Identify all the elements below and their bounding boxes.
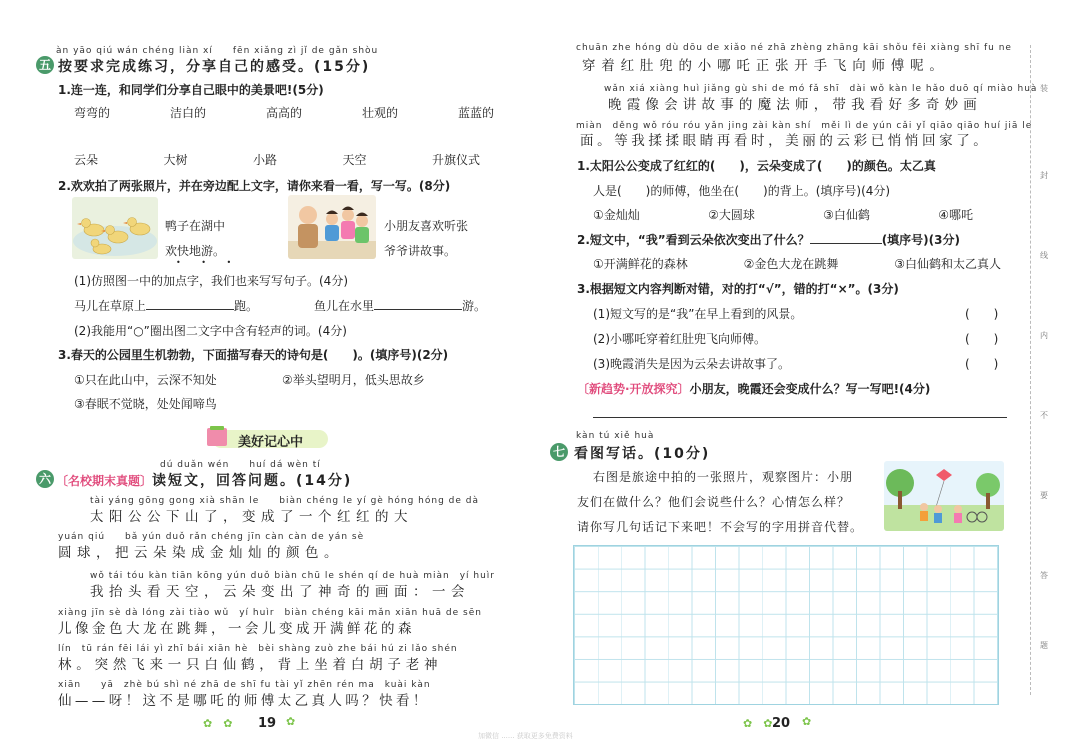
photo1-caption-line2: 欢快地游。: [165, 244, 226, 258]
passage-pinyin: xiàng jīn sè dà lóng zài tiào wǔ yí huìr biàn chéng kāi mǎn xiān huā de sēn: [58, 608, 482, 618]
match-word[interactable]: 洁白的: [169, 106, 206, 120]
match-word[interactable]: 高高的: [265, 106, 302, 120]
passage-line: 我抬头看天空，云朵变出了神奇的画面：一会: [90, 584, 470, 600]
match-row-adjectives: [74, 104, 494, 121]
ducks-illustration: [72, 197, 158, 259]
q5-2-2: (2)我能用“○”圈出图二文字中含有轻声的词。(4分): [74, 324, 347, 338]
sec5-title: 按要求完成练习，分享自己的感受。(15分): [58, 59, 371, 75]
sprout-icon: ✿: [286, 715, 296, 728]
writing-grid[interactable]: [573, 545, 999, 705]
sec7-prompt-line2: 友们在做什么？他们会说些什么？心情怎么样？: [577, 495, 851, 509]
q6-1-line1: 1.太阳公公变成了红红的( )，云朵变成了( )的颜色。太乙真: [577, 159, 936, 173]
page-number: 20: [772, 716, 791, 731]
option: ③白仙鹤和太乙真人: [894, 257, 1001, 271]
q6-4: [577, 380, 930, 397]
passage-pinyin: tài yáng gōng gong xià shān le biàn chéng le yí gè hóng hóng de dà: [90, 496, 480, 506]
passage-pinyin: wǎn xiá xiàng huì jiǎng gù shi de mó fǎ shī dài wǒ kàn le hǎo duō qí miào huà: [604, 84, 1038, 94]
park-scene-illustration: [884, 461, 1004, 531]
option: ①金灿灿: [593, 208, 640, 222]
binding-char: 题: [1040, 641, 1048, 650]
passage-line: 太阳公公下山了，变成了一个红红的大: [90, 509, 413, 525]
fill-suffix: 跑。: [234, 299, 259, 313]
passage-pinyin: miàn děng wǒ róu róu yǎn jing zài kàn shí měi lì de yún cǎi yǐ qiāo qiāo huí jiā le: [576, 121, 1033, 131]
sec6-pinyin: dú duǎn wén huí dá wèn tí: [160, 460, 321, 470]
match-word[interactable]: 小路: [252, 153, 277, 167]
passage-pinyin: chuān zhe hóng dù dōu de xiǎo né zhā zhèng zhāng kāi shǒu fēi xiàng shī fu ne: [576, 43, 1012, 53]
answer-blank[interactable]: [374, 297, 462, 310]
binding-char: 封: [1040, 171, 1048, 180]
watermark: 加微信 ...... 获取更多免费资料: [478, 732, 573, 740]
match-word[interactable]: 云朵: [74, 153, 99, 167]
binding-line: [1030, 45, 1032, 695]
binding-char: 线: [1040, 251, 1048, 260]
sprout-icon: ✿: [802, 715, 812, 728]
binding-char: 答: [1040, 571, 1048, 580]
banner-title: 美好记心中: [238, 435, 304, 450]
passage-line: 穿着红肚兜的小哪吒正张开手飞向师傅呢。: [582, 58, 949, 74]
judge-item: (3)晚霞消失是因为云朵去讲故事了。: [593, 357, 790, 371]
passage-pinyin: lín tū rán fēi lái yì zhī bái xiān hè bèi shàng zuò zhe bái hú zi lǎo shén: [58, 644, 458, 654]
q6-2-tail: (填序号)(3分): [881, 233, 960, 247]
option: ①开满鲜花的森林: [593, 257, 688, 271]
sec7-prompt-line3: 请你写几句话记下来吧！不会写的字用拼音代替。: [577, 520, 864, 534]
fill-suffix: 游。: [462, 299, 487, 313]
match-word[interactable]: 弯弯的: [74, 106, 111, 120]
q6-1-options: [593, 206, 973, 223]
q5-1: 1.连一连，和同学们分享自己眼中的美景吧!(5分): [58, 83, 324, 97]
grandpa-story-illustration: [288, 195, 376, 259]
passage-line: 圆球，把云朵染成金灿灿的颜色。: [58, 545, 343, 561]
q6-2: [577, 231, 960, 248]
passage-line: 面。等我揉揉眼睛再看时，美丽的云彩已悄悄回家了。: [580, 133, 991, 149]
sec7-prompt-line1: 右图是旅途中拍的一张照片，观察图片：小朋: [593, 470, 854, 484]
grandpa-story-photo: [288, 195, 376, 259]
trend-tag: 〔新趋势·开放探究〕: [577, 382, 690, 396]
option: ②大圆球: [708, 208, 755, 222]
section-five-badge: 五: [36, 56, 54, 74]
match-word[interactable]: 大树: [163, 153, 188, 167]
q5-3-option2: ②举头望明月，低头思故乡: [282, 373, 425, 387]
passage-pinyin: wǒ tái tóu kàn tiān kōng yún duǒ biàn chū le shén qí de huà miàn yí huìr: [90, 571, 496, 581]
sec7-title: 看图写话。(10分): [574, 446, 711, 462]
q6-1-line2: 人是( )的师傅，他坐在( )的背上。(填序号)(4分): [593, 184, 891, 198]
answer-line[interactable]: [593, 417, 1007, 418]
fill-prefix: 马儿在草原上: [74, 299, 147, 313]
option: ②金色大龙在跳舞: [743, 257, 839, 271]
answer-blank[interactable]: [810, 231, 882, 244]
passage-line: 儿像金色大龙在跳舞，一会儿变成开满鲜花的森: [58, 621, 415, 637]
match-word[interactable]: 蓝蓝的: [457, 106, 494, 120]
q5-2: 2.欢欢拍了两张照片，并在旁边配上文字，请你来看一看，写一写。(8分): [58, 179, 451, 193]
page-number: 19: [258, 716, 277, 731]
exam-tag: 〔名校期末真题〕: [56, 474, 153, 488]
option: ③白仙鹤: [823, 208, 870, 222]
binding-char: 装: [1040, 84, 1048, 93]
q6-2-options: [593, 255, 1001, 272]
sprout-icon: ✿ ✿: [743, 717, 773, 730]
q6-4-text: 小朋友，晚霞还会变成什么？写一写吧!(4分): [689, 382, 931, 396]
judge-item: (2)小哪吒穿着红肚兜飞向师傅。: [593, 332, 766, 346]
judge-answer-box[interactable]: ( ): [965, 307, 999, 321]
notebook-icon: [204, 423, 232, 449]
photo1-caption-line1: 鸭子在湖中: [165, 219, 226, 233]
sec6-title: 读短文，回答问题。(14分): [152, 473, 353, 489]
sec7-pinyin: kàn tú xiě huà: [576, 431, 655, 441]
passage-line: 晚霞像会讲故事的魔法师，带我看好多奇妙画: [608, 97, 982, 113]
ducks-photo: [72, 197, 158, 259]
binding-char: 内: [1040, 331, 1048, 340]
judge-answer-box[interactable]: ( ): [965, 332, 999, 346]
answer-blank[interactable]: [146, 297, 234, 310]
q5-3-option1: ①只在此山中，云深不知处: [74, 373, 217, 387]
photo2-caption-line1: 小朋友喜欢听张: [384, 219, 469, 233]
q5-3-option3: ③春眠不觉晓，处处闻啼鸟: [74, 397, 217, 411]
q6-3: 3.根据短文内容判断对错，对的打“√”，错的打“×”。(3分): [577, 282, 899, 296]
photo2-caption-line2: 爷爷讲故事。: [384, 244, 457, 258]
section-seven-badge: 七: [550, 443, 568, 461]
sec5-pinyin: àn yāo qiú wán chéng liàn xí fēn xiǎng zì jǐ de gǎn shòu: [56, 46, 379, 56]
sec6-heading: [56, 470, 352, 490]
judge-item: (1)短文写的是“我”在早上看到的风景。: [593, 307, 803, 321]
section-six-badge: 六: [36, 470, 54, 488]
passage-line: 仙——呀！这不是哪吒的师傅太乙真人吗？快看！: [58, 693, 430, 709]
option: ④哪吒: [938, 208, 973, 222]
sprout-icon: ✿ ✿: [203, 717, 233, 730]
judge-answer-box[interactable]: ( ): [965, 357, 999, 371]
match-row-nouns: [74, 151, 480, 168]
fill-sentence-horse: [74, 297, 258, 314]
passage-pinyin: xiān yā zhè bú shì né zhā de shī fu tài yǐ zhēn rén ma kuài kàn: [58, 680, 431, 690]
emphasis-dots: • • •: [176, 258, 241, 267]
match-word[interactable]: 壮观的: [361, 106, 398, 120]
q5-3: 3.春天的公园里生机勃勃，下面描写春天的诗句是( )。(填序号)(2分): [58, 348, 449, 362]
q5-2-1: (1)仿照图一中的加点字，我们也来写写句子。(4分): [74, 274, 348, 288]
passage-line: 林。突然飞来一只白仙鹤，背上坐着白胡子老神: [58, 657, 443, 673]
match-word[interactable]: 升旗仪式: [431, 153, 480, 167]
binding-char: 不: [1040, 411, 1048, 420]
fill-prefix: 鱼儿在水里: [314, 299, 375, 313]
match-word[interactable]: 天空: [342, 153, 367, 167]
travel-photo: [884, 461, 1004, 531]
fill-sentence-fish: [314, 297, 486, 314]
q6-2-text: 2.短文中，“我”看到云朵依次变出了什么？: [577, 233, 810, 247]
binding-char: 要: [1040, 491, 1048, 500]
passage-pinyin: yuán qiú bǎ yún duǒ rǎn chéng jīn càn càn de yán sè: [58, 532, 365, 542]
